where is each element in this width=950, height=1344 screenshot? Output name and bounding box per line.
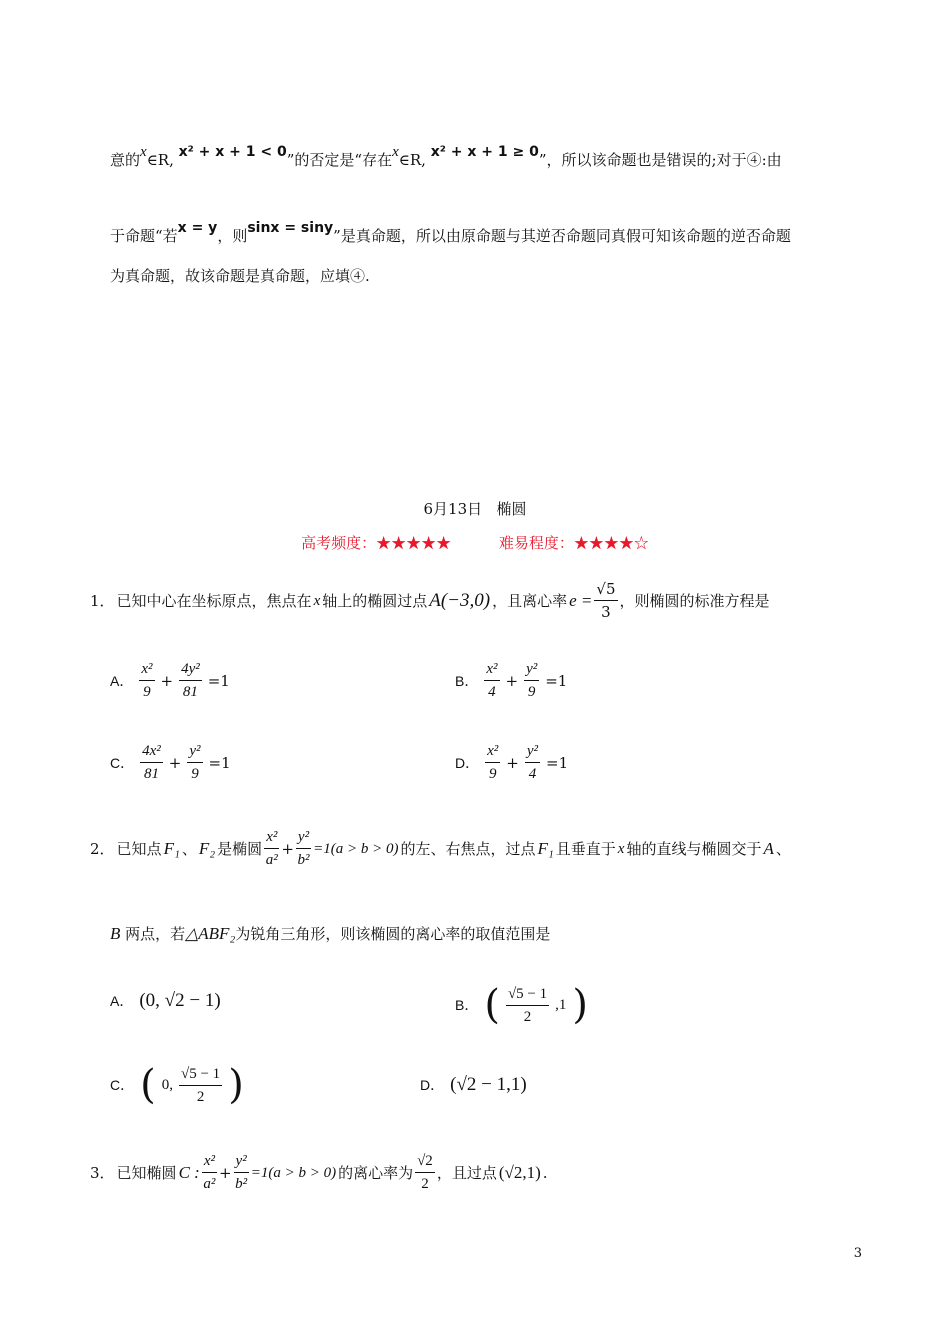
question-2: 2． 已知点 F₁ 、 F₂ 是椭圆 $\frac{\text{x²}}{\text{a²}}$ + $\frac{\text{y²}}{\text{b²}}$ =1(a > b > 0) 的左、右焦点，过点 F₁ 且垂直于 x 轴的直线与椭圆交于 A 、 — [90, 826, 791, 871]
q1-option-c[interactable]: C． $\frac{\text{4x²}}{81}$ + $\frac{\text{y²}}{9}$ =1 — [110, 740, 231, 785]
question-3: 3． 已知椭圆 C : $\frac{\text{x²}}{\text{a²}}$ + $\frac{\text{y²}}{\text{b²}}$ =1(a > b > 0) 的离心率为 $\frac{√2}{2}$ ，且过点 (√2,1) . — [90, 1150, 548, 1195]
q1-option-b[interactable]: B． $\frac{\text{x²}}{4}$ + $\frac{\text{y²}}{9}$ =1 — [455, 658, 567, 703]
q2-option-d[interactable]: D． (√2 − 1,1) — [420, 1074, 527, 1095]
inequality-expr: x² + x + 1 < 0 — [178, 144, 287, 160]
solution-line-3: 为真命题，故该命题是真命题，应填④. — [110, 267, 370, 285]
q1-option-d[interactable]: D． $\frac{\text{x²}}{9}$ + $\frac{\text{y²}}{4}$ =1 — [455, 740, 568, 785]
question-1: 1． 已知中心在坐标原点，焦点在 x 轴上的椭圆过点 A(−3,0) ，且离心率 e = $\frac{√5}{3}$ ，则椭圆的标准方程是 — [90, 580, 770, 621]
difficulty-ratings: 高考频度：★★★★★ 难易程度：★★★★☆ — [301, 534, 649, 552]
q2-option-b[interactable]: B． ( $\frac{√5 - 1}{2}$ ,1 ) — [455, 982, 589, 1028]
section-title: 6月13日 椭圆 — [423, 500, 527, 518]
question-2-continued: B 两点，若△ABF₂为锐角三角形，则该椭圆的离心率的取值范围是 — [110, 924, 551, 943]
q1-option-a[interactable]: A． $\frac{\text{x²}}{9}$ + $\frac{\text{4y²}}{81}$ =1 — [110, 658, 230, 703]
solution-line-2: 于命题“若x = y，则sinx = siny”是真命题，所以由原命题与其逆否命题同真假可知该命题的逆否命题 — [110, 220, 791, 245]
difficulty-stars: ★★★★☆ — [573, 534, 649, 552]
eccentricity-fraction: $\frac{√5}{3}$ — [596, 580, 616, 621]
frequency-stars: ★★★★★ — [376, 534, 452, 552]
q2-option-c[interactable]: C． ( 0, $\frac{√5 - 1}{2}$ ) — [110, 1062, 244, 1108]
negated-inequality-expr: x² + x + 1 ≥ 0 — [430, 144, 539, 160]
solution-line-1: 意的x∈R, x² + x + 1 < 0”的否定是“存在x∈R, x² + x + 1 ≥ 0”，所以该命题也是错误的;对于④:由 — [110, 144, 782, 169]
q2-option-a[interactable]: A． (0, √2 − 1) — [110, 990, 221, 1011]
page-number: 3 — [853, 1246, 862, 1261]
